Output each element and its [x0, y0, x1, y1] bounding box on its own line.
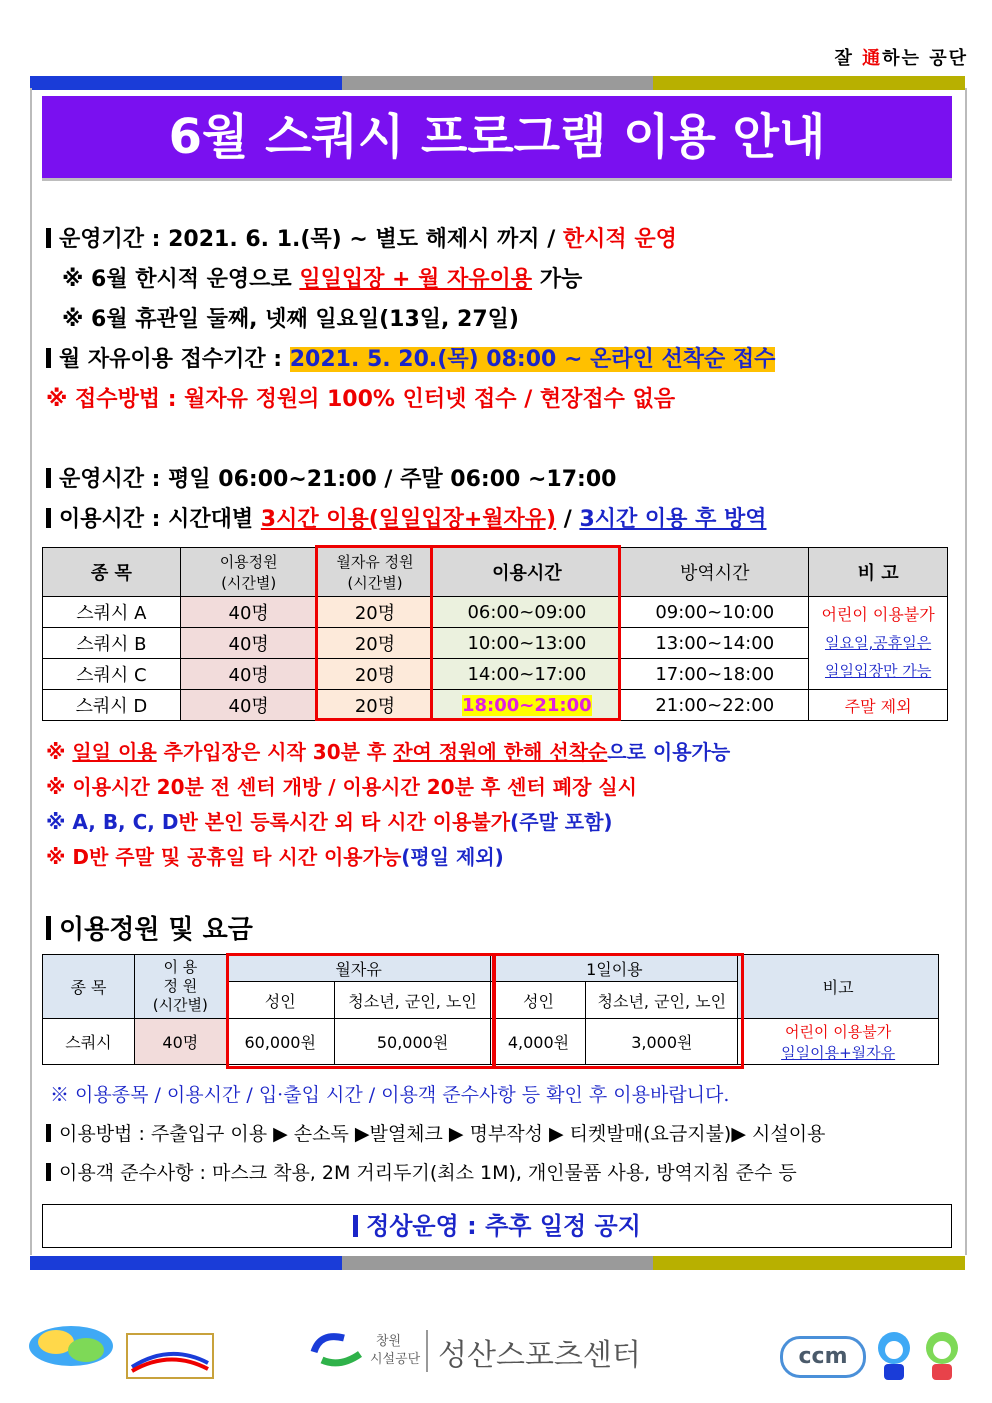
row-monthly: 20명	[317, 628, 433, 659]
fee-header-daily-youth: 청소년, 군인, 노인	[586, 982, 738, 1019]
fee-heading: 이용정원 및 요금	[46, 909, 253, 946]
page-title: 6월 스쿼시 프로그램 이용 안내	[42, 96, 952, 178]
row-name: 스쿼시 D	[43, 690, 181, 721]
fee-header-monthly-youth: 청소년, 군인, 노인	[334, 982, 491, 1019]
header-capacity: 이용정원 (시간별)	[180, 548, 317, 597]
row-monthly: 20명	[317, 690, 433, 721]
row-capacity: 40명	[180, 690, 317, 721]
row-name: 스쿼시 B	[43, 628, 181, 659]
row-name: 스쿼시 C	[43, 659, 181, 690]
fee-header-capacity: 이 용 정 원 (시간별)	[134, 955, 226, 1019]
operating-hours: 운영시간 : 평일 06:00~21:00 / 주말 06:00 ~17:00	[46, 462, 616, 493]
remark-weekend: 주말 제외	[809, 690, 948, 721]
row-capacity: 40명	[180, 628, 317, 659]
row-capacity: 40명	[180, 597, 317, 628]
row-disinfect: 21:00~22:00	[621, 690, 809, 721]
highlight-monthly-fee-box	[226, 953, 496, 1069]
fee-remark-children: 어린이 이용불가	[785, 1022, 892, 1041]
header-disinfect-time: 방역시간	[621, 548, 809, 597]
registration-period: 월 자유이용 접수기간 : 2021. 5. 20.(목) 08:00 ~ 온라인 선착순 접수	[46, 342, 775, 373]
sisul-logo-icon	[310, 1330, 366, 1374]
usage-time: 이용시간 : 시간대별 3시간 이용(일일입장+월자유) / 3시간 이용 후 방역	[46, 502, 767, 533]
usage-method: 이용방법 : 주출입구 이용 ▶ 손소독 ▶발열체크 ▶ 명부작성 ▶ 티켓발매(요금지불)▶ 시설이용	[46, 1119, 825, 1146]
note-center-open: ※ 이용시간 20분 전 센터 개방 / 이용시간 20분 후 센터 폐장 실시	[46, 775, 638, 799]
changwon-logo	[26, 1320, 116, 1374]
row-disinfect: 09:00~10:00	[621, 597, 809, 628]
row-time: 10:00~13:00	[433, 628, 621, 659]
fee-row-name: 스쿼시	[43, 1019, 135, 1065]
remark-daily-only: 일일입장만 가능	[824, 662, 932, 680]
operation-period: 운영기간 : 2021. 6. 1.(목) ~ 별도 해제시 까지 / 한시적 운영	[46, 222, 677, 253]
note-closed-days: ※ 6월 휴관일 둘째, 넷째 일요일(13일, 27일)	[62, 307, 519, 332]
header-item: 종 목	[43, 548, 181, 597]
mascot-icon	[872, 1328, 967, 1386]
header-remarks: 비 고	[809, 548, 948, 597]
fee-remark-type: 일일이용+월자유	[781, 1043, 896, 1062]
row-monthly: 20명	[317, 659, 433, 690]
usage-rules: 이용객 준수사항 : 마스크 착용, 2M 거리두기(최소 1M), 개인물품 사용, 방역지침 준수 등	[46, 1158, 797, 1185]
fee-remark-cell	[738, 1019, 939, 1065]
ccm-logo: ccm	[780, 1336, 866, 1378]
row-time: 18:00~21:00	[433, 690, 621, 721]
fee-monthly-youth: 50,000원	[334, 1019, 491, 1065]
row-monthly: 20명	[317, 597, 433, 628]
slogan: 잘 通하는 공단	[834, 48, 968, 69]
fee-monthly-adult: 60,000원	[226, 1019, 334, 1065]
fee-header-daily-adult: 성인	[491, 982, 586, 1019]
bottom-color-bar	[30, 1256, 965, 1270]
normal-operation-box: 정상운영 : 추후 일정 공지	[42, 1204, 952, 1248]
fee-header-monthly-adult: 성인	[226, 982, 334, 1019]
row-capacity: 40명	[180, 659, 317, 690]
row-disinfect: 17:00~18:00	[621, 659, 809, 690]
center-name: 성산스포츠센터	[438, 1338, 641, 1373]
fee-row-capacity: 40명	[134, 1019, 226, 1065]
fee-header-monthly: 월자유	[226, 955, 491, 982]
note-registered-time: ※ A, B, C, D반 본인 등록시간 외 타 시간 이용불가(주말 포함)	[46, 810, 613, 834]
fee-header-remark: 비고	[738, 955, 939, 1019]
note-daily-entry: ※ 일일 이용 추가입장은 시작 30분 후 잔여 정원에 한해 선착순으로 이용가능	[46, 740, 731, 764]
highlight-daily-fee-box	[492, 953, 744, 1069]
remark-no-children: 어린이 이용불가	[821, 605, 935, 624]
fee-header-daily: 1일이용	[491, 955, 738, 982]
check-notice: ※ 이용종목 / 이용시간 / 입·출입 시간 / 이용객 준수사항 등 확인 후 이용바랍니다.	[50, 1084, 730, 1106]
header-monthly-capacity: 월자유 정원 (시간별)	[317, 548, 433, 597]
certificate-logo	[126, 1333, 214, 1383]
row-time: 06:00~09:00	[433, 597, 621, 628]
highlight-monthly-box	[315, 545, 433, 721]
logo-divider	[426, 1330, 428, 1372]
remark-holidays: 일요일,공휴일은	[824, 634, 932, 652]
row-disinfect: 13:00~14:00	[621, 628, 809, 659]
fee-daily-youth: 3,000원	[586, 1019, 738, 1065]
row-time: 14:00~17:00	[433, 659, 621, 690]
header-usage-time: 이용시간	[433, 548, 621, 597]
fee-daily-adult: 4,000원	[491, 1019, 586, 1065]
fee-header-item: 종 목	[43, 955, 135, 1019]
note-temporary: ※ 6월 한시적 운영으로 일일입장 + 월 자유이용 가능	[62, 267, 583, 292]
remarks-cell	[809, 597, 948, 690]
sisul-logo-text: 창원 시설공단	[370, 1334, 421, 1367]
registration-method: ※ 접수방법 : 월자유 정원의 100% 인터넷 접수 / 현장접수 없음	[46, 387, 676, 412]
highlight-time-box	[430, 545, 621, 721]
row-name: 스쿼시 A	[43, 597, 181, 628]
note-d-class: ※ D반 주말 및 공휴일 타 시간 이용가능(평일 제외)	[46, 845, 504, 869]
